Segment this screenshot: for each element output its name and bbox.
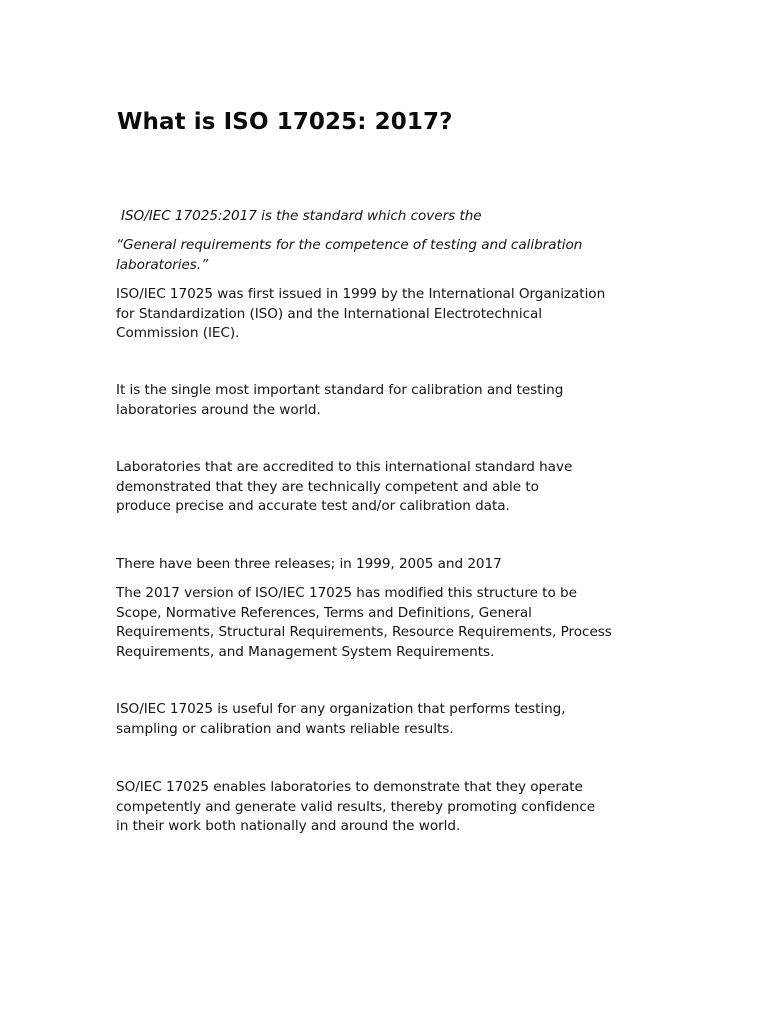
text-line: “General requirements for the competence of testing and calibration xyxy=(116,237,583,253)
text-line: ISO/IEC 17025:2017 is the standard which covers the xyxy=(121,208,482,224)
page-title: What is ISO 17025: 2017? xyxy=(117,109,453,135)
text-line: in their work both nationally and around the world. xyxy=(116,818,461,835)
text-line: Requirements, and Management System Requirements. xyxy=(116,643,495,660)
text-line: It is the single most important standard for calibration and testing xyxy=(116,382,564,398)
text-line: ISO/IEC 17025 is useful for any organization that performs testing, xyxy=(116,701,566,717)
text-line: Scope, Normative References, Terms and Definitions, General xyxy=(116,604,532,621)
text-line: competently and generate valid results, thereby promoting confidence xyxy=(116,798,596,815)
text-line: for Standardization (ISO) and the International Electrotechnical xyxy=(116,305,543,322)
paragraph-usefulness xyxy=(116,700,656,739)
text-line: laboratories around the world. xyxy=(116,401,321,418)
text-line: Requirements, Structural Requirements, Resource Requirements, Process xyxy=(116,624,612,641)
text-line: laboratories.” xyxy=(116,256,209,273)
paragraph-accreditation xyxy=(116,458,656,517)
text-line: Commission (IEC). xyxy=(116,325,240,342)
paragraph-benefits xyxy=(116,778,656,837)
text-line: SO/IEC 17025 enables laboratories to demonstrate that they operate xyxy=(116,779,583,795)
paragraph-history xyxy=(116,285,656,344)
text-line: The 2017 version of ISO/IEC 17025 has modified this structure to be xyxy=(116,585,577,601)
paragraph-standard-quote xyxy=(116,236,656,275)
text-line: demonstrated that they are technically competent and able to xyxy=(116,478,539,495)
text-line: ISO/IEC 17025 was first issued in 1999 by the International Organization xyxy=(116,286,606,302)
paragraph-2017-structure xyxy=(116,584,656,662)
text-line: There have been three releases; in 1999, 2005 and 2017 xyxy=(116,556,502,572)
paragraph-releases xyxy=(116,555,656,575)
paragraph-importance xyxy=(116,381,656,420)
paragraph-standard-intro xyxy=(121,207,661,227)
text-line: Laboratories that are accredited to this international standard have xyxy=(116,459,573,475)
text-line: produce precise and accurate test and/or calibration data. xyxy=(116,498,510,515)
text-line: sampling or calibration and wants reliable results. xyxy=(116,720,454,737)
